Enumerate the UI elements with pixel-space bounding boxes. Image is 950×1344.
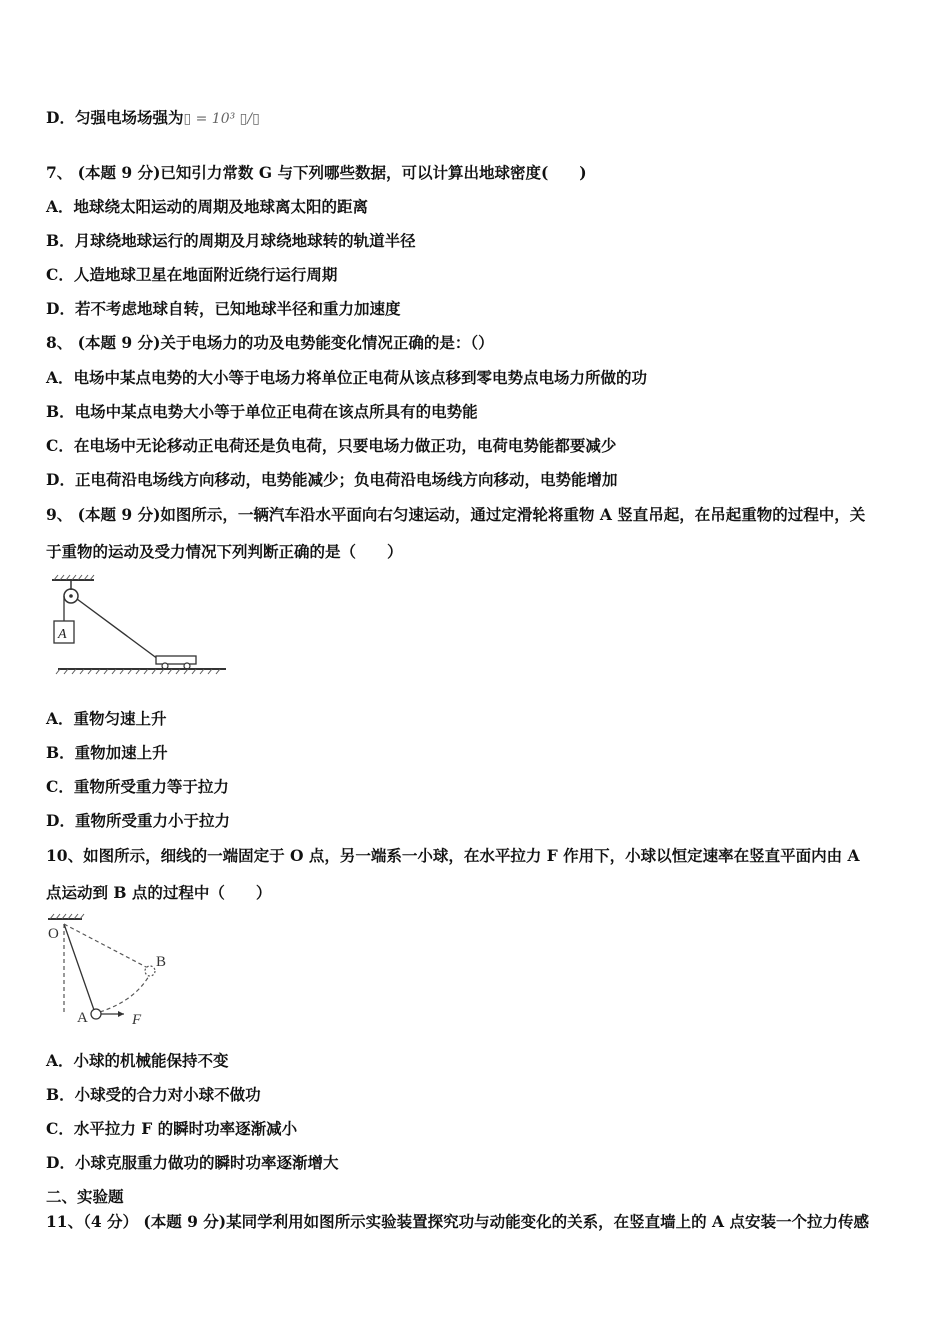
q7-stem: 7、 (本题 9 分)已知引力常数 G 与下列哪些数据，可以计算出地球密度( ): [46, 163, 587, 182]
q10-stem-line2: 点运动到 B 点的过程中（ ）: [46, 883, 272, 902]
weight-a-label: A: [58, 627, 67, 642]
q8-option-c: C．在电场中无论移动正电荷还是负电荷，只要电场力做正功，电荷电势能都要减少: [46, 436, 617, 455]
q6-option-d-text: D．匀强电场场强为: [46, 108, 184, 127]
ball-a-icon: [91, 1009, 101, 1019]
q6-option-d-formula: ▯ = 10³ ▯/▯: [183, 111, 260, 127]
q10-pendulum-figure: [44, 910, 184, 1030]
section-title: 二、实验题: [46, 1187, 124, 1206]
q10-stem-line1: 10、如图所示，细线的一端固定于 O 点，另一端系一小球，在水平拉力 F 作用下，小球以恒定速率在竖直平面内由 A: [46, 846, 860, 865]
q9-pulley-car-figure: [44, 572, 234, 682]
q9-option-c: C．重物所受重力等于拉力: [46, 777, 229, 796]
q9-option-a: A．重物匀速上升: [46, 709, 167, 728]
q9-stem-line2: 于重物的运动及受力情况下列判断正确的是（ ）: [46, 542, 403, 561]
q10-option-a: A．小球的机械能保持不变: [46, 1051, 229, 1070]
ball-b-icon: [145, 966, 155, 976]
q7-option-b: B．月球绕地球运行的周期及月球绕地球转的轨道半径: [46, 231, 416, 250]
force-arrow-icon: [118, 1011, 124, 1017]
point-a-label: A: [77, 1010, 88, 1026]
q10-option-d: D．小球克服重力做功的瞬时功率逐渐增大: [46, 1153, 339, 1172]
q7-option-d: D．若不考虑地球自转，已知地球半径和重力加速度: [46, 299, 401, 318]
q9-stem-line1: 9、 (本题 9 分)如图所示，一辆汽车沿水平面向右匀速运动，通过定滑轮将重物 A 竖直吊起，在吊起重物的过程中，关: [46, 505, 866, 524]
car-icon: [156, 656, 196, 664]
q7-option-a: A．地球绕太阳运动的周期及地球离太阳的距离: [46, 197, 369, 216]
q10-option-c: C．水平拉力 F 的瞬时功率逐渐减小: [46, 1119, 298, 1138]
q9-option-b: B．重物加速上升: [46, 743, 168, 762]
q8-option-b: B．电场中某点电势大小等于单位正电荷在该点所具有的电势能: [46, 402, 478, 421]
point-b-label: B: [156, 954, 167, 970]
q8-option-a: A．电场中某点电势的大小等于电场力将单位正电荷从该点移到零电势点电场力所做的功: [46, 368, 648, 387]
q8-option-d: D．正电荷沿电场线方向移动，电势能减少；负电荷沿电场线方向移动，电势能增加: [46, 470, 618, 489]
force-f-label: F: [132, 1012, 142, 1028]
q11-stem-line1: 11、（4 分） (本题 9 分)某同学利用如图所示实验装置探究功与动能变化的关系，在竖直墙上的 A 点安装一个拉力传感: [46, 1212, 869, 1231]
point-o-label: O: [48, 926, 59, 942]
q9-option-d: D．重物所受重力小于拉力: [46, 811, 230, 830]
q6-option-d: [46, 108, 260, 129]
q7-option-c: C．人造地球卫星在地面附近绕行运行周期: [46, 265, 338, 284]
q8-stem: 8、 (本题 9 分)关于电场力的功及电势能变化情况正确的是：（）: [46, 333, 494, 352]
q10-option-b: B．小球受的合力对小球不做功: [46, 1085, 261, 1104]
